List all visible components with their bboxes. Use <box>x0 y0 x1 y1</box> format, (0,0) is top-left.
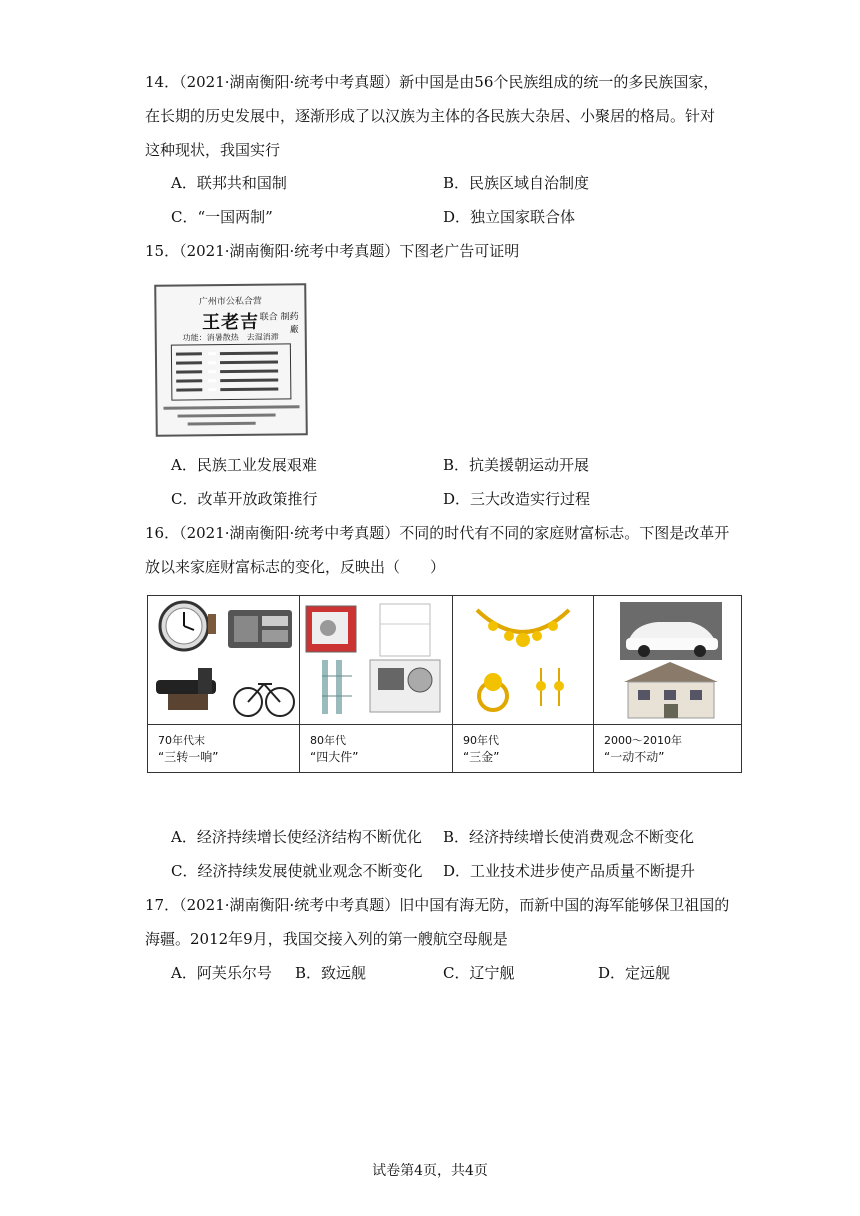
q15-option-c: C．改革开放政策推行 <box>171 490 318 508</box>
q15-stem-line1: 15．（2021·湖南衡阳·统考中考真题）下图老广告可证明 <box>145 242 520 260</box>
q14-option-d: D．独立国家联合体 <box>443 208 576 226</box>
q15-option-b: B．抗美援朝运动开展 <box>443 456 590 474</box>
q14-stem-line1: 14．（2021·湖南衡阳·统考中考真题）新中国是由56个民族组成的统一的多民族国家， <box>145 73 719 91</box>
era-nickname: “三转一响” <box>158 750 219 764</box>
page-footer: 试卷第4页，共4页 <box>372 1163 488 1179</box>
ad-brand: 王老吉 <box>201 311 260 334</box>
era-label: 90年代 <box>463 734 499 747</box>
q16-stem-line2: 放以来家庭财富标志的变化，反映出（ ） <box>145 558 446 576</box>
q17-option-a: A．阿芙乐尔号 <box>171 964 272 982</box>
q17-stem-line1: 17．（2021·湖南衡阳·统考中考真题）旧中国有海无防，而新中国的海军能够保卫祖国的 <box>145 896 730 914</box>
q15-option-d: D．三大改造实行过程 <box>443 490 591 508</box>
q17-option-d: D．定远舰 <box>598 964 671 982</box>
era-label: 2000～2010年 <box>604 734 682 747</box>
q14-stem-line2: 在长期的历史发展中，逐渐形成了以汉族为主体的各民族大杂居、小聚居的格局。针对 <box>145 107 716 125</box>
q16-option-b: B．经济持续增长使消费观念不断变化 <box>443 828 695 846</box>
wealth-image-90s <box>453 596 593 725</box>
era-nickname: “三金” <box>463 750 500 764</box>
q14-option-b: B．民族区域自治制度 <box>443 174 590 192</box>
ad-header: 广州市公私合营 <box>198 296 262 308</box>
wealth-image-70s <box>148 596 299 725</box>
q17-stem-line2: 海疆。2012年9月，我国交接入列的第一艘航空母舰是 <box>145 930 508 948</box>
ad-factory: 联合 制药 廠 <box>259 312 299 336</box>
q15-option-a: A．民族工业发展艰难 <box>171 456 317 474</box>
wealth-column-90s <box>453 596 594 772</box>
wealth-image-80s <box>300 596 452 725</box>
q16-stem-line1: 16．（2021·湖南衡阳·统考中考真题）不同的时代有不同的家庭财富标志。下图是改革开 <box>145 524 730 542</box>
q16-option-a: A．经济持续增长使经济结构不断优化 <box>171 828 422 846</box>
wealth-column-80s <box>300 596 453 772</box>
family-wealth-table <box>147 595 742 773</box>
wealth-caption-80s <box>310 732 358 766</box>
advertisement-frame <box>154 283 308 437</box>
q14-option-a: A．联邦共和国制 <box>171 174 287 192</box>
wealth-caption-2000s <box>604 732 682 766</box>
ad-slogan: 功能：消暑散热 去湿消滞 <box>182 332 279 343</box>
era-nickname: “一动不动” <box>604 750 665 764</box>
wealth-column-70s <box>148 596 300 772</box>
q16-option-c: C．经济持续发展使就业观念不断变化 <box>171 862 423 880</box>
ad-product-list <box>171 343 292 400</box>
q16-option-d: D．工业技术进步使产品质量不断提升 <box>443 862 696 880</box>
era-label: 70年代末 <box>158 734 205 747</box>
era-nickname: “四大件” <box>310 750 359 764</box>
wealth-caption-90s <box>463 732 499 766</box>
wealth-image-2000s <box>594 596 741 725</box>
old-advertisement-image <box>145 278 310 438</box>
q14-option-c: C．“一国两制” <box>171 208 273 226</box>
wealth-caption-70s <box>158 732 218 766</box>
q17-option-b: B．致远舰 <box>295 964 367 982</box>
wealth-column-2000s <box>594 596 741 772</box>
era-label: 80年代 <box>310 734 346 747</box>
q14-stem-line3: 这种现状，我国实行 <box>145 141 281 159</box>
q17-option-c: C．辽宁舰 <box>443 964 515 982</box>
